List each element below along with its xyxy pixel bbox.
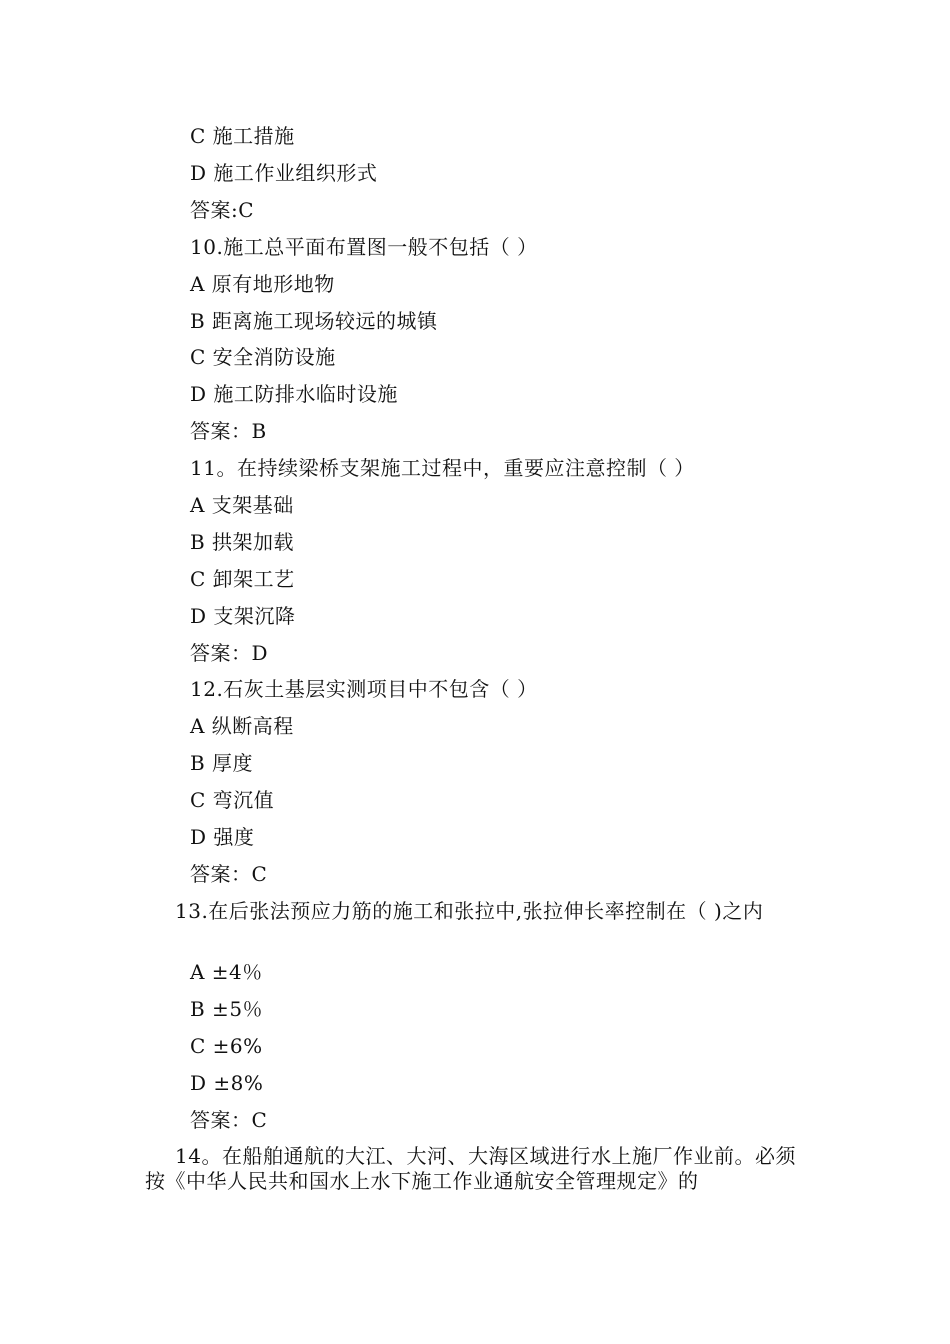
question-11: 11。在持续梁桥支架施工过程中，重要应注意控制（ ） bbox=[190, 456, 695, 480]
answer-q13: 答案：C bbox=[190, 1108, 268, 1132]
option-d-q10: D 施工防排水临时设施 bbox=[190, 382, 398, 406]
option-c-q9: C 施工措施 bbox=[190, 124, 295, 148]
option-d-q11: D 支架沉降 bbox=[190, 604, 296, 628]
question-13: 13.在后张法预应力筋的施工和张拉中,张拉伸长率控制在（ )之内 bbox=[175, 899, 764, 923]
option-a-q12: A 纵断高程 bbox=[190, 714, 294, 738]
option-d-q9: D 施工作业组织形式 bbox=[190, 161, 378, 185]
option-b-q10: B 距离施工现场较远的城镇 bbox=[190, 309, 438, 333]
question-10: 10.施工总平面布置图一般不包括（ ） bbox=[190, 235, 538, 259]
option-a-q13: A ±4％ bbox=[190, 960, 263, 984]
option-a-q10: A 原有地形地物 bbox=[190, 272, 335, 296]
option-b-q12: B 厚度 bbox=[190, 751, 254, 775]
option-c-q11: C 卸架工艺 bbox=[190, 567, 295, 591]
option-d-q13: D ±8% bbox=[190, 1071, 264, 1095]
option-c-q10: C 安全消防设施 bbox=[190, 345, 336, 369]
option-b-q11: B 拱架加载 bbox=[190, 530, 295, 554]
question-14: 14。在船舶通航的大江、大河、大海区域进行水上施厂作业前。必须按《中华人民共和国水上水下施工作业通航安全管理规定》的 bbox=[145, 1144, 796, 1193]
question-12: 12.石灰土基层实测项目中不包含（ ） bbox=[190, 677, 538, 701]
answer-q12: 答案：C bbox=[190, 862, 268, 886]
option-d-q12: D 强度 bbox=[190, 825, 255, 849]
option-c-q13: C ±6% bbox=[190, 1034, 263, 1058]
answer-q11: 答案：D bbox=[190, 641, 269, 665]
answer-q10: 答案：B bbox=[190, 419, 267, 443]
option-a-q11: A 支架基础 bbox=[190, 493, 294, 517]
answer-q9: 答案:C bbox=[190, 198, 255, 222]
option-c-q12: C 弯沉值 bbox=[190, 788, 275, 812]
option-b-q13: B ±5％ bbox=[190, 997, 264, 1021]
